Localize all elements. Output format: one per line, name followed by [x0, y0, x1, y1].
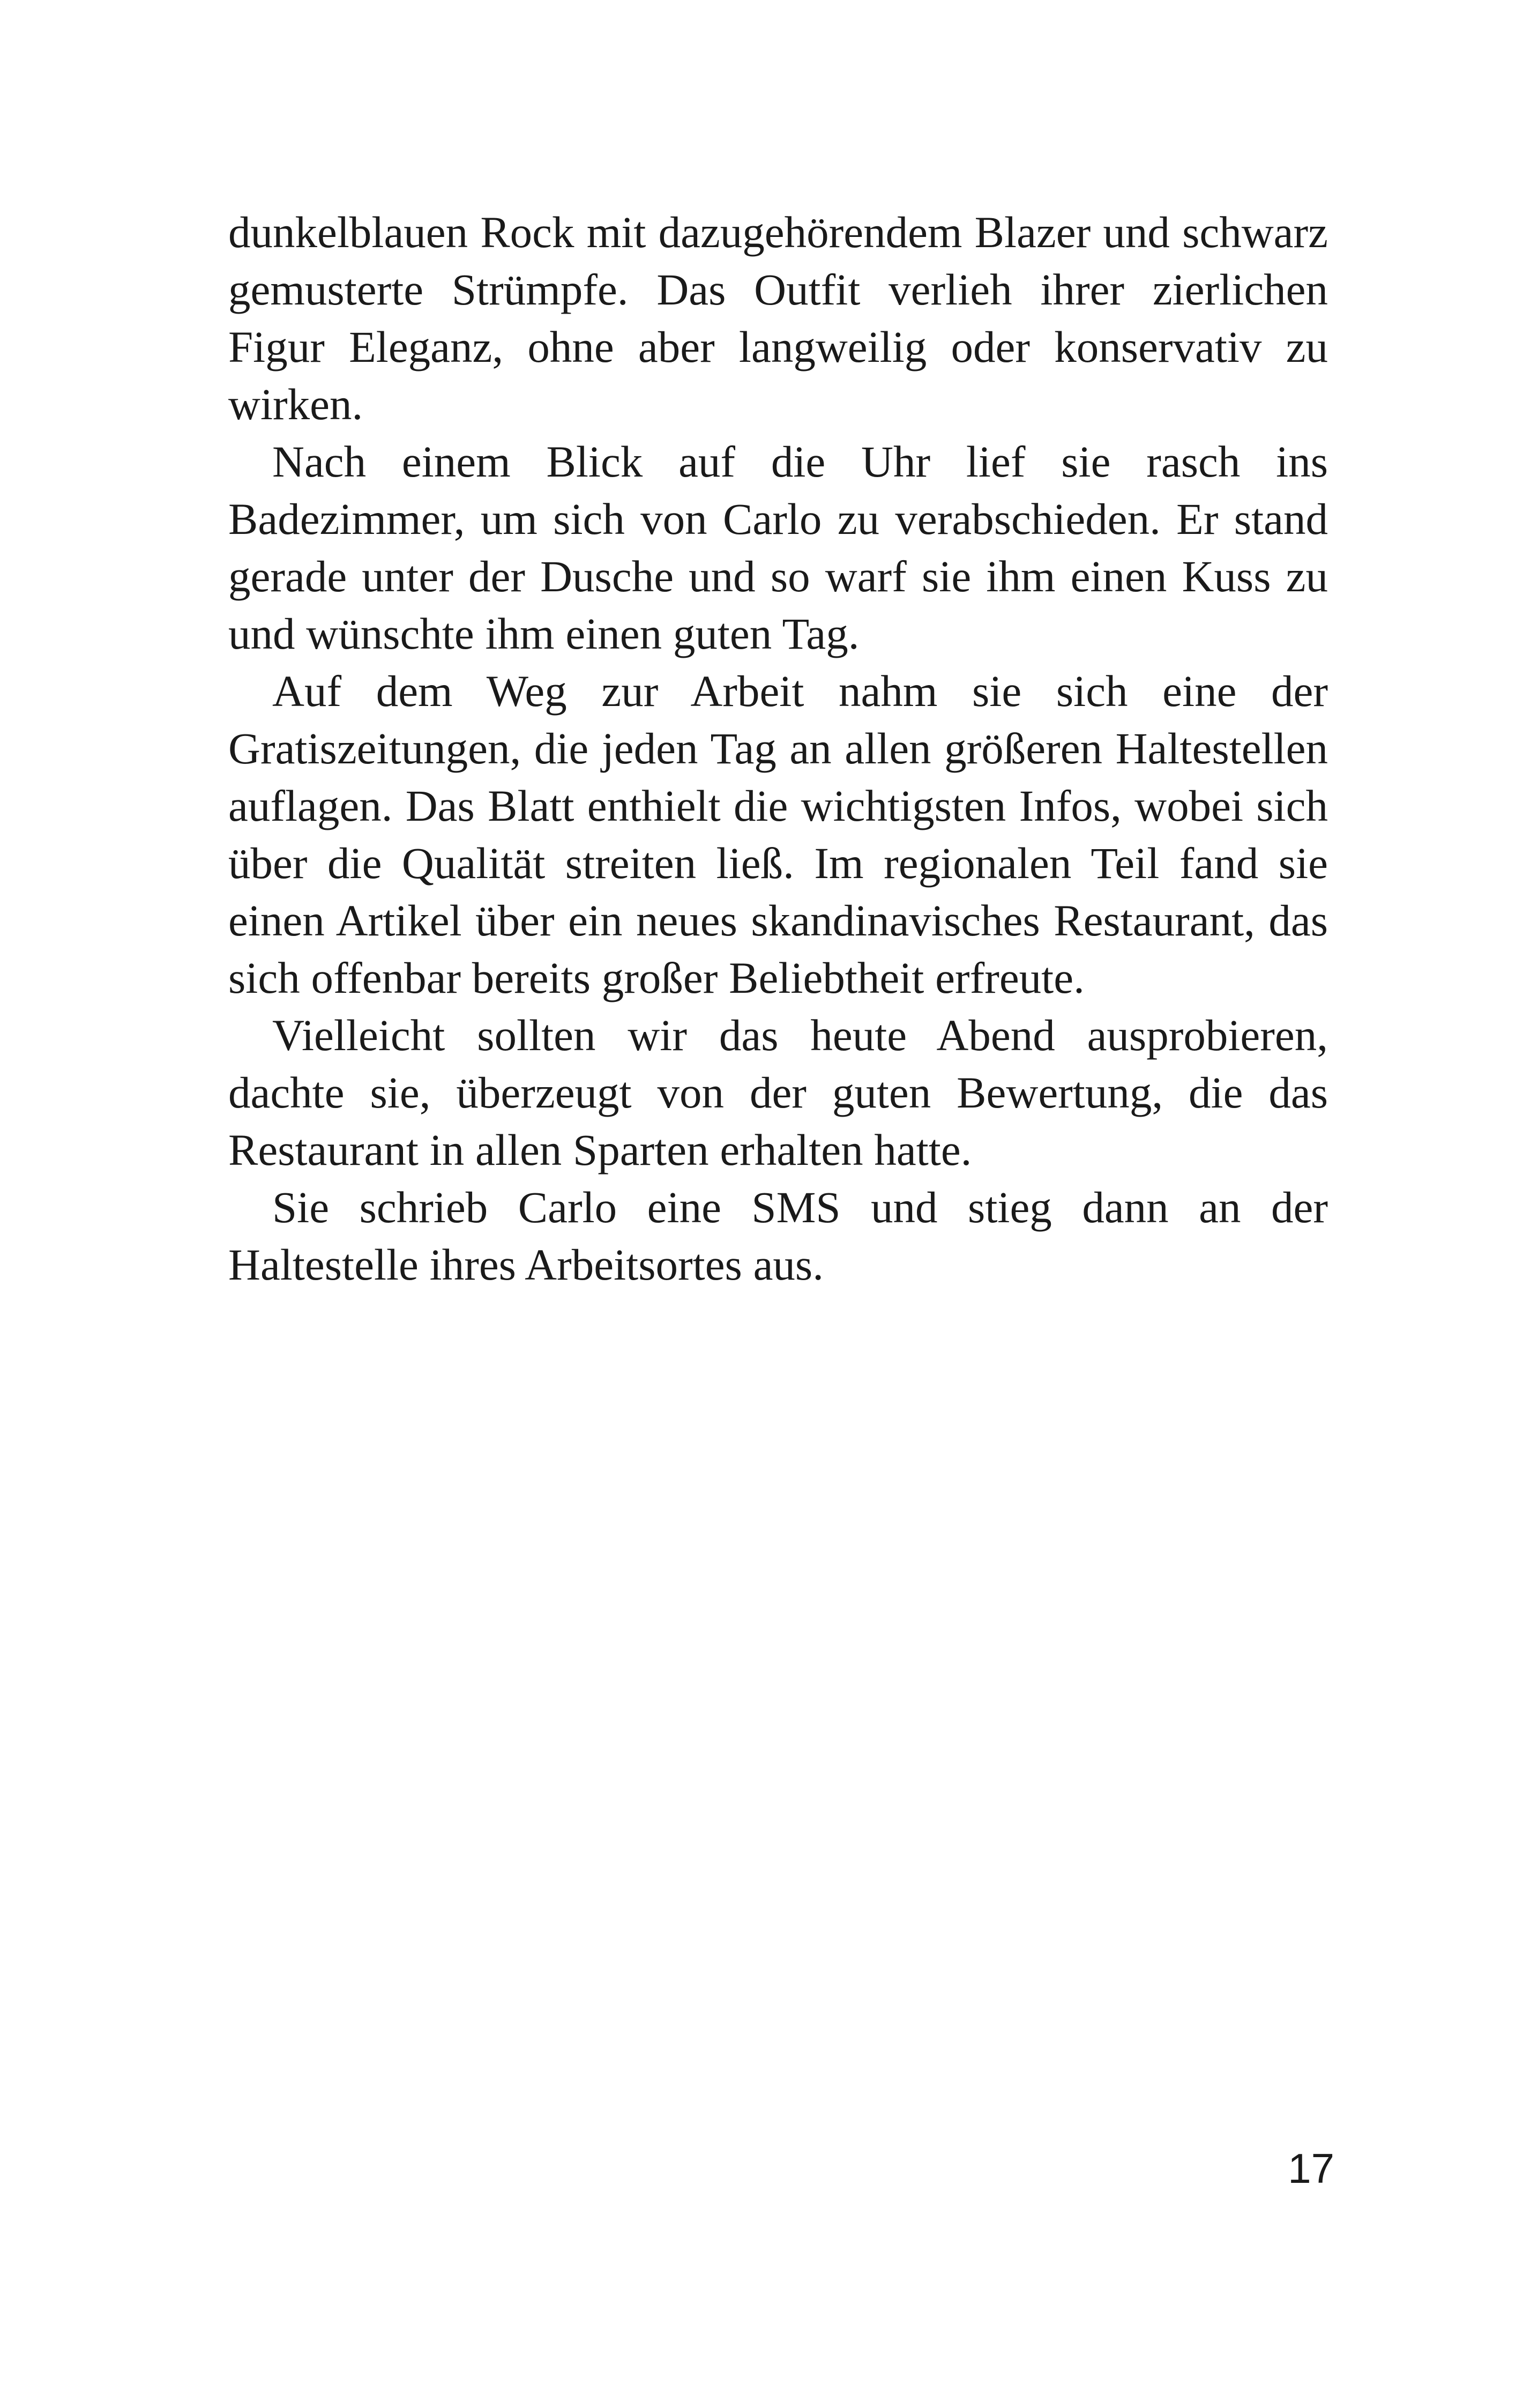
body-text [228, 204, 1328, 1294]
paragraph-4: Vielleicht sollten wir das heute Abend ausprobieren, dachte sie, überzeugt von der guten Bewertung, die das Restaurant in allen Sparten erhalten hatte. [228, 1010, 1328, 1175]
paragraph-1: dunkelblauen Rock mit dazugehörendem Blazer und schwarz gemusterte Strümpfe. Das Outfit verlieh ihrer zierlichen Figur Eleganz, ohne aber langweilig oder konservativ zu wirken. [228, 207, 1328, 429]
paragraph-2: Nach einem Blick auf die Uhr lief sie rasch ins Badezimmer, um sich von Carlo zu verabschieden. Er stand gerade unter der Dusche und so warf sie ihm einen Kuss zu und wünschte ihm einen guten Tag. [228, 437, 1328, 658]
page-number: 17 [1288, 2145, 1334, 2192]
paragraph-5: Sie schrieb Carlo eine SMS und stieg dann an der Haltestelle ihres Arbeitsortes aus. [228, 1183, 1328, 1289]
paragraph-3: Auf dem Weg zur Arbeit nahm sie sich eine der Gratiszeitungen, die jeden Tag an allen größeren Haltestellen auflagen. Das Blatt enthielt die wichtigsten Infos, wobei sich über die Qualität streiten ließ. Im regionalen Teil fand sie einen Artikel über ein neues skandinavisches Restaurant, das sich offenbar bereits großer Beliebtheit erfreute. [228, 666, 1328, 1002]
